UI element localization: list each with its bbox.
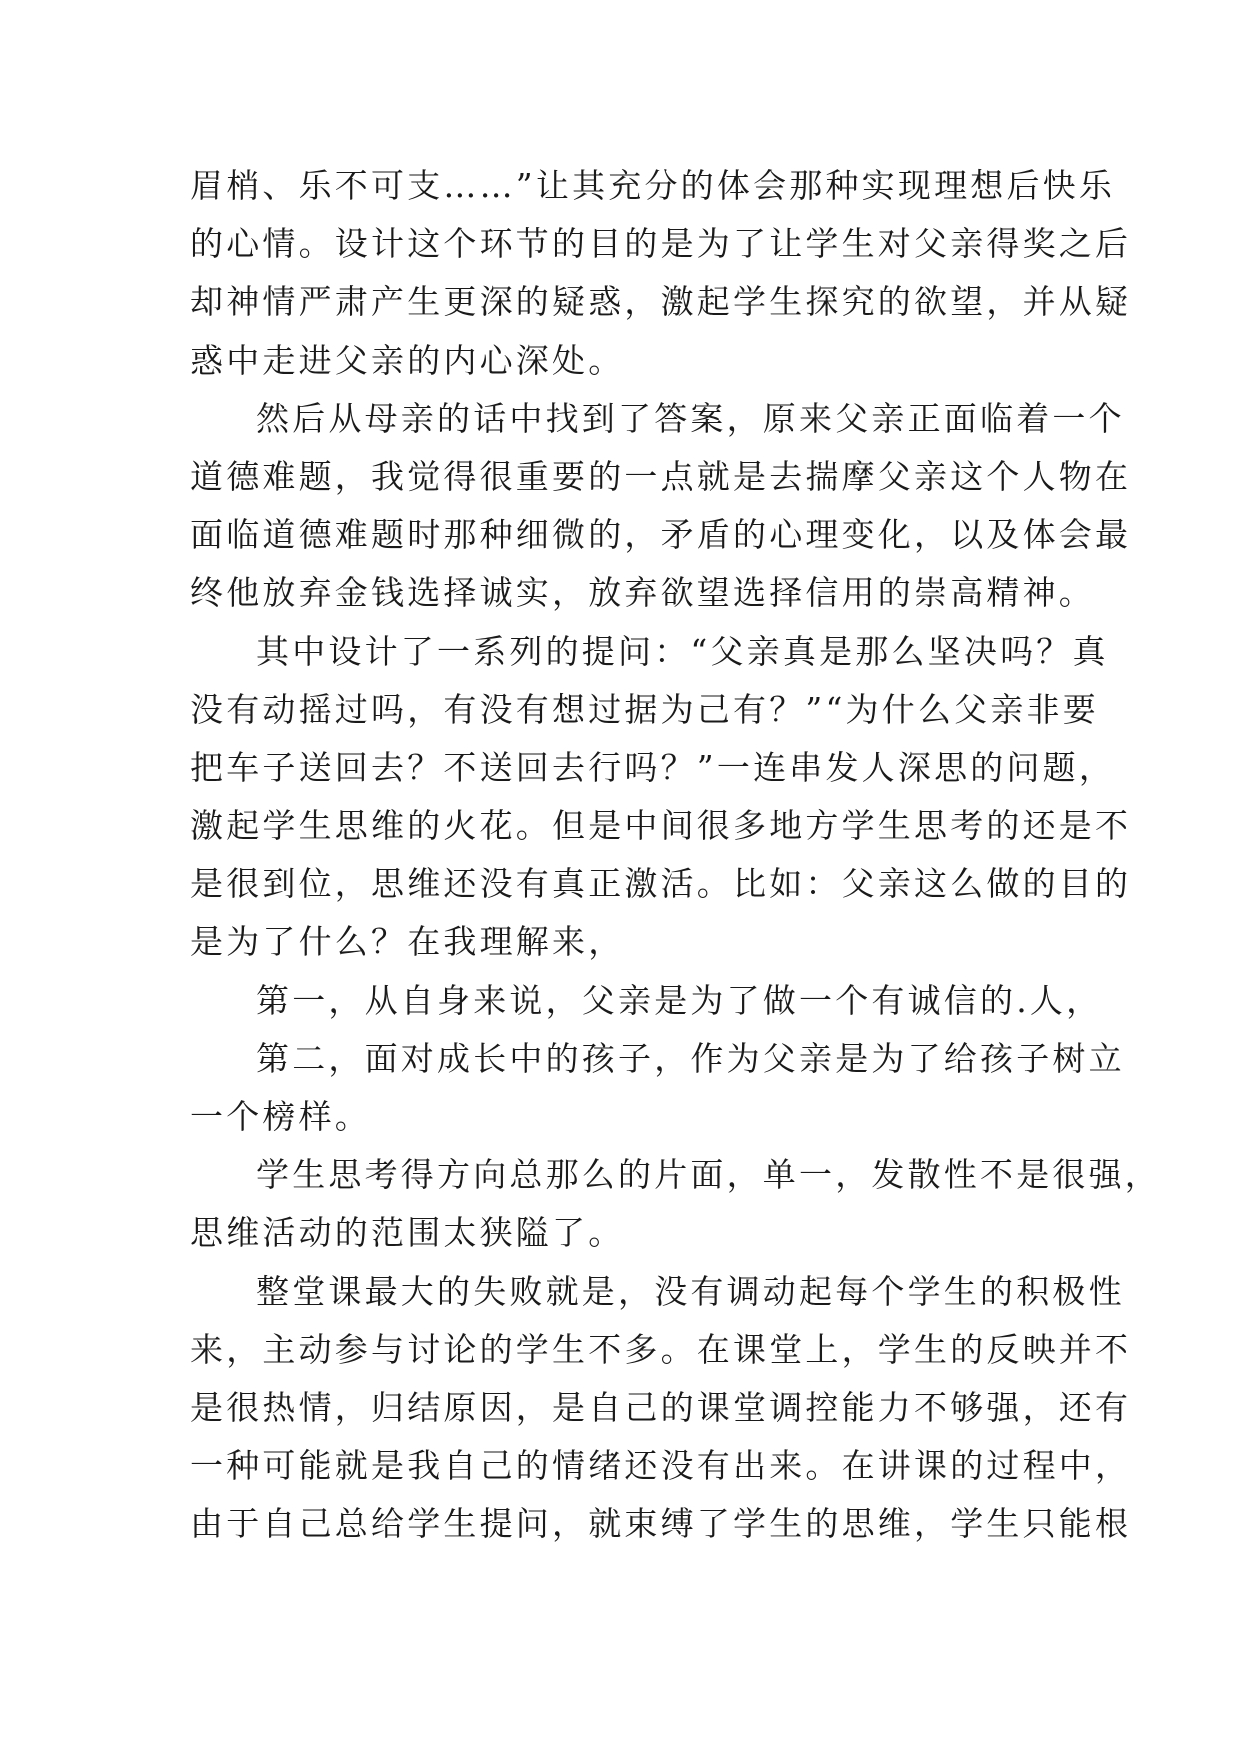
paragraph-first-line: 其中设计了一系列的提问：“父亲真是那么坚决吗？真 [256,631,1109,671]
text-line: 却神情严肃产生更深的疑惑，激起学生探究的欲望，并从疑 [190,282,1132,322]
text-line: 由于自己总给学生提问，就束缚了学生的思维，学生只能根 [190,1504,1132,1544]
text-line: 眉梢、乐不可支……”让其充分的体会那种实现理想后快乐 [190,166,1116,205]
text-line: 把车子送回去？不送回去行吗？”一连串发人深思的问题， [190,747,1116,787]
text-line: 道德难题，我觉得很重要的一点就是去揣摩父亲这个人物在 [190,456,1132,496]
text-line: 激起学生思维的火花。但是中间很多地方学生思考的还是不 [190,806,1132,846]
text-line: 是很到位，思维还没有真正激活。比如：父亲这么做的目的 [190,864,1132,904]
paragraph-first-line: 学生思考得方向总那么的片面，单一，发散性不是很强， [256,1155,1161,1195]
text-line: 的心情。设计这个环节的目的是为了让学生对父亲得奖之后 [190,224,1132,264]
text-line: 来，主动参与讨论的学生不多。在课堂上，学生的反映并不 [190,1329,1132,1369]
text-line: 一种可能就是我自己的情绪还没有出来。在讲课的过程中， [190,1446,1132,1486]
document-body [190,157,1161,1554]
text-line: 思维活动的范围太狭隘了。 [190,1213,625,1253]
text-line: 没有动摇过吗，有没有想过据为己有？”“为什么父亲非要 [190,689,1099,729]
paragraph-first-line: 第二，面对成长中的孩子，作为父亲是为了给孩子树立 [256,1038,1125,1078]
text-line: 惑中走进父亲的内心深处。 [190,340,625,380]
text-line: 是很热情，归结原因，是自己的课堂调控能力不够强，还有 [190,1387,1132,1427]
paragraph-first-line: 第一，从自身来说，父亲是为了做一个有诚信的.人， [256,980,1103,1020]
text-line: 终他放弃金钱选择诚实，放弃欲望选择信用的崇高精神。 [190,573,1095,613]
paragraph-first-line: 整堂课最大的失败就是，没有调动起每个学生的积极性 [256,1271,1125,1311]
text-line: 是为了什么？在我理解来， [190,922,625,962]
paragraph-first-line: 然后从母亲的话中找到了答案，原来父亲正面临着一个 [256,398,1125,438]
text-line: 一个榜样。 [190,1097,371,1136]
text-line: 面临道德难题时那种细微的，矛盾的心理变化，以及体会最 [190,515,1132,555]
